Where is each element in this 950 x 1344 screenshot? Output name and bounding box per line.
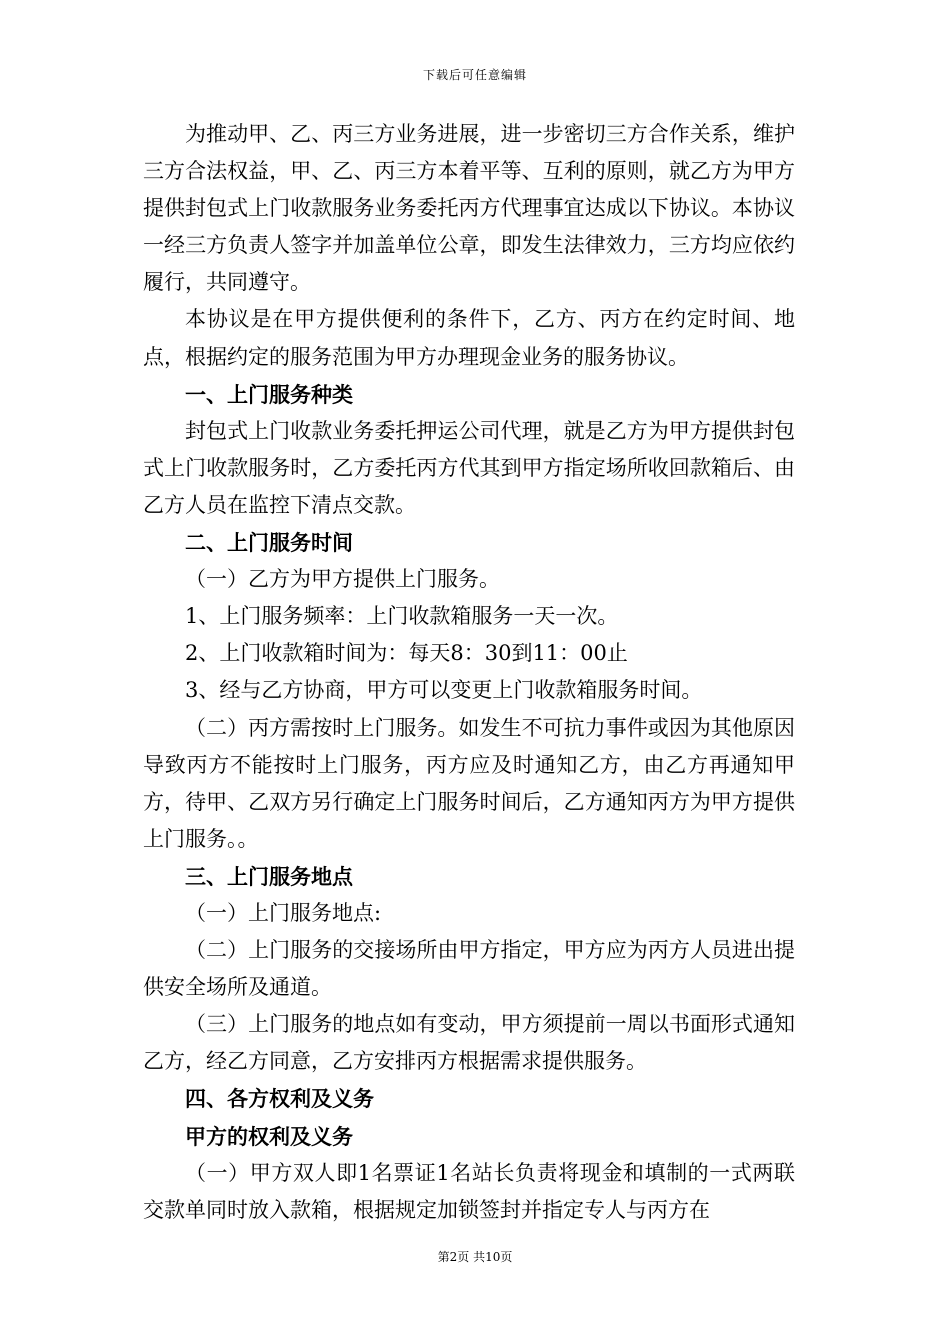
section-heading-4: 四、各方权利及义务: [185, 1086, 374, 1112]
clause-location-2: （二）上门服务的交接场所由甲方指定，甲方应为丙方人员进出提供安全场所及通道。: [143, 938, 795, 1000]
paragraph-intro: 为推动甲、乙、丙三方业务进展，进一步密切三方合作关系，维护三方合法权益，甲、乙、丙三方本着平等、互利的原则，就乙方为甲方提供封包式上门收款服务业务委托丙方代理事宜达成以下协议。本协议一经三方负责人签字并加盖单位公章，即发生法律效力，三方均应依约履行，共同遵守。: [143, 122, 795, 295]
clause-time-1-3: 3、经与乙方协商，甲方可以变更上门收款箱服务时间。: [185, 678, 703, 703]
clause-time-1-2: 2、上门收款箱时间为：每天8：30到11：00止: [185, 641, 628, 666]
clause-location-3: （三）上门服务的地点如有变动，甲方须提前一周以书面形式通知乙方，经乙方同意，乙方安排丙方根据需求提供服务。: [143, 1012, 795, 1074]
section-heading-1: 一、上门服务种类: [185, 381, 353, 407]
paragraph-scope: 本协议是在甲方提供便利的条件下，乙方、丙方在约定时间、地点，根据约定的服务范围为甲方办理现金业务的服务协议。: [143, 307, 795, 369]
clause-time-1-1: 1、上门服务频率：上门收款箱服务一天一次。: [185, 604, 619, 629]
page-header-note: 下载后可任意编辑: [422, 68, 527, 82]
section-heading-3: 三、上门服务地点: [185, 863, 353, 889]
document-body: [143, 116, 795, 1229]
page-footer-number: 第2页 共10页: [437, 1250, 513, 1264]
subsection-heading-party-a: 甲方的权利及义务: [185, 1123, 353, 1149]
clause-time-2: （二）丙方需按时上门服务。如发生不可抗力事件或因为其他原因导致丙方不能按时上门服务，丙方应及时通知乙方，由乙方再通知甲方，待甲、乙双方另行确定上门服务时间后，乙方通知丙方为甲方提供上门服务。。: [143, 715, 795, 851]
paragraph-service-type: 封包式上门收款业务委托押运公司代理，就是乙方为甲方提供封包式上门收款服务时，乙方委托丙方代其到甲方指定场所收回款箱后、由乙方人员在监控下清点交款。: [143, 418, 795, 517]
section-heading-2: 二、上门服务时间: [185, 530, 353, 556]
clause-location-1: （一）上门服务地点:: [185, 900, 382, 925]
clause-party-a-1: （一）甲方双人即1名票证1名站长负责将现金和填制的一式两联交款单同时放入款箱，根据规定加锁签封并指定专人与丙方在: [143, 1160, 795, 1222]
clause-time-1: （一）乙方为甲方提供上门服务。: [185, 567, 500, 592]
